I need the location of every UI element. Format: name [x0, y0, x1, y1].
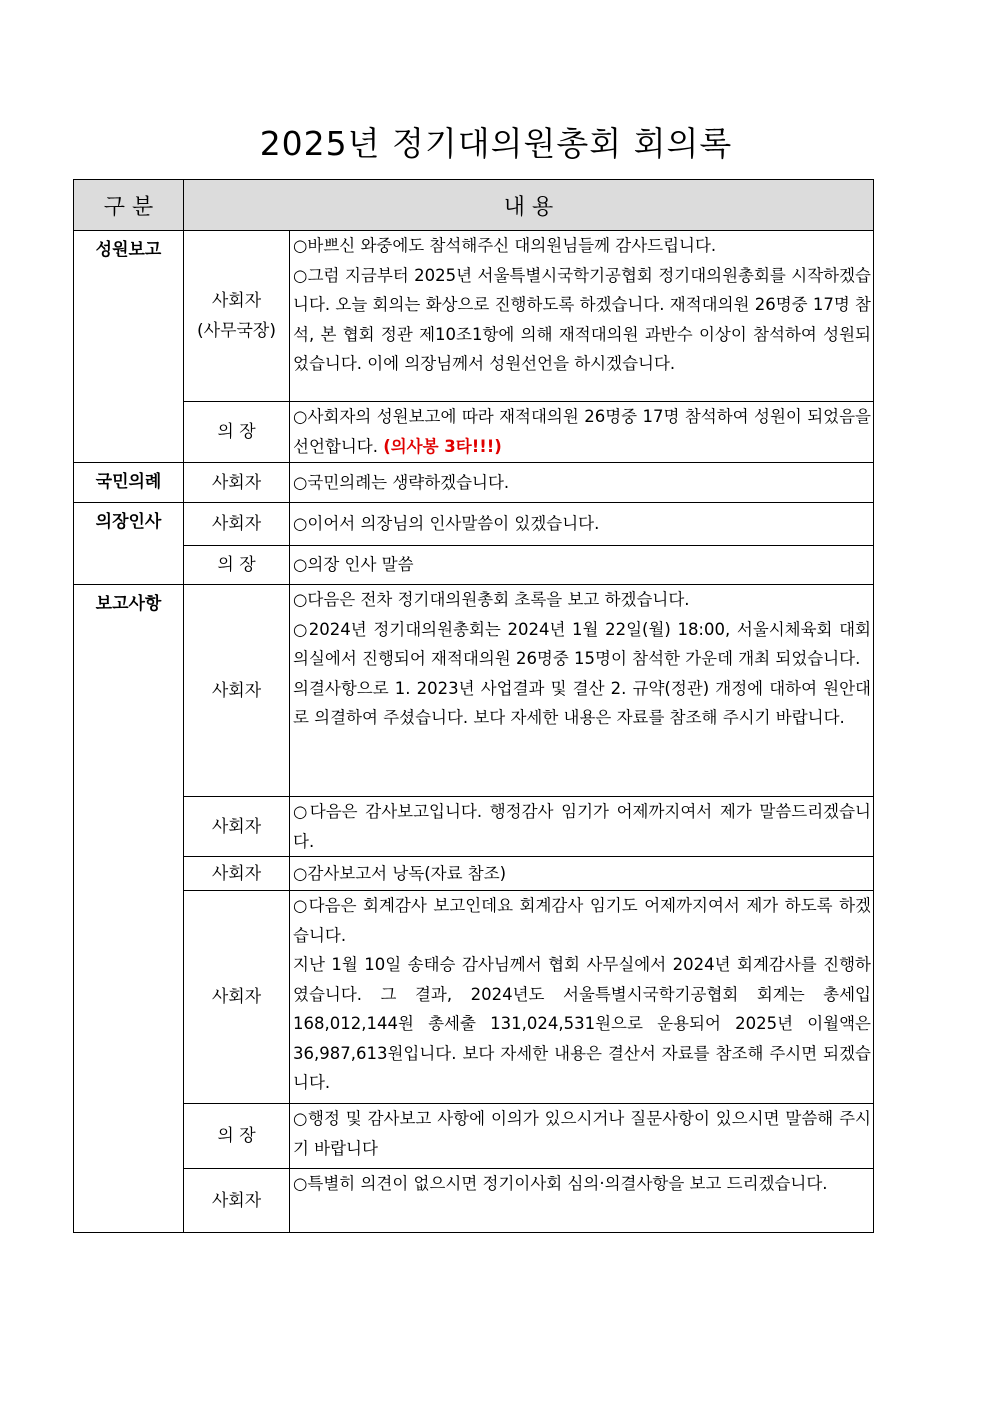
content-cell: ○행정 및 감사보고 사항에 이의가 있으시거나 질문사항이 있으시면 말씀해 주시기 바랍니다 [290, 1104, 874, 1169]
speaker-sublabel: (사무국장) [197, 321, 276, 341]
speaker-cell: 사회자 [184, 585, 290, 797]
speaker-cell: 사회자 [184, 1169, 290, 1233]
table-row [74, 463, 874, 503]
table-row [74, 1104, 874, 1169]
content-cell: ○이어서 의장님의 인사말씀이 있겠습니다. [290, 503, 874, 546]
content-paragraph: 지난 1월 10일 송태승 감사님께서 협회 사무실에서 2024년 회계감사를 진행하였습니다. 그 결과, 2024년도 서울특별시국학기공협회 회계는 총세입 168,012,144원 총세출 131,024,531원으로 운용되어 2025년 이월액은 36,987,613원입니다. 보다 자세한 내용은 결산서 자료를 참조해 주시면 되겠습니다. [293, 955, 871, 1092]
speaker-cell: 사회자 [184, 463, 290, 503]
content-paragraph: ○사회자의 성원보고에 따라 재적대의원 26명중 17명 참석하여 성원이 되었음을 선언합니다. [293, 407, 871, 456]
section-national-ceremony: 국민의례 [74, 463, 184, 503]
speaker-cell: 의 장 [184, 546, 290, 585]
gavel-note: (의사봉 3타!!!) [383, 436, 502, 456]
table-row [74, 402, 874, 463]
section-quorum-report: 성원보고 [74, 231, 184, 463]
table-row [74, 231, 874, 402]
content-cell: ○국민의례는 생략하겠습니다. [290, 463, 874, 503]
speaker-cell: 사회자 [184, 857, 290, 891]
section-chair-greeting: 의장인사 [74, 503, 184, 585]
content-cell: ○다음은 감사보고입니다. 행정감사 임기가 어제까지여서 제가 말씀드리겠습니다. [290, 797, 874, 857]
speaker-cell: 사회자 [184, 891, 290, 1104]
content-paragraph: ○바쁘신 와중에도 참석해주신 대의원님들께 감사드립니다. [293, 236, 717, 255]
content-cell [290, 585, 874, 797]
content-cell [290, 891, 874, 1104]
document-title: 2025년 정기대의원총회 회의록 [259, 124, 733, 163]
content-paragraph: ○다음은 회계감사 보고인데요 회계감사 임기도 어제까지여서 제가 하도록 하겠습니다. [293, 896, 871, 945]
table-row [74, 891, 874, 1104]
minutes-table [73, 179, 874, 1233]
content-cell: ○특별히 의견이 없으시면 정기이사회 심의·의결사항을 보고 드리겠습니다. [290, 1169, 874, 1233]
content-paragraph: ○2024년 정기대의원총회는 2024년 1월 22일(월) 18:00, 서울시체육회 대회의실에서 진행되어 재적대의원 26명중 15명이 참석한 가운데 개최 되었습니다. [293, 619, 871, 668]
content-cell [290, 231, 874, 402]
table-row [74, 503, 874, 546]
table-row [74, 1169, 874, 1233]
content-paragraph: 의결사항으로 1. 2023년 사업결과 및 결산 2. 규약(정관) 개정에 대하여 원안대로 의결하여 주셨습니다. 보다 자세한 내용은 자료를 참조해 주시기 바랍니다. [293, 678, 871, 727]
speaker-cell: 사회자 [184, 797, 290, 857]
header-content: 내 용 [184, 180, 874, 231]
table-row [74, 546, 874, 585]
content-cell [290, 402, 874, 463]
table-header-row [74, 180, 874, 231]
speaker-label: 사회자 [211, 291, 262, 311]
content-paragraph: ○다음은 전차 정기대의원총회 초록을 보고 하겠습니다. [293, 590, 690, 609]
content-paragraph: ○그럼 지금부터 2025년 서울특별시국학기공협회 정기대의원총회를 시작하겠습니다. 오늘 회의는 화상으로 진행하도록 하겠습니다. 재적대의원 26명중 17명 참석, 본 협회 정관 제10조1항에 의해 재적대의원 과반수 이상이 참석하여 성원되었습니다. 이에 의장님께서 성원선언을 하시겠습니다. [293, 265, 871, 373]
speaker-cell: 의 장 [184, 1104, 290, 1169]
header-category: 구 분 [74, 180, 184, 231]
section-report-items: 보고사항 [74, 585, 184, 1233]
speaker-cell: 의 장 [184, 402, 290, 463]
table-row [74, 585, 874, 797]
table-row [74, 857, 874, 891]
speaker-cell: 사회자 [184, 503, 290, 546]
speaker-cell [184, 231, 290, 402]
content-cell: ○의장 인사 말씀 [290, 546, 874, 585]
table-row [74, 797, 874, 857]
content-cell: ○감사보고서 낭독(자료 참조) [290, 857, 874, 891]
